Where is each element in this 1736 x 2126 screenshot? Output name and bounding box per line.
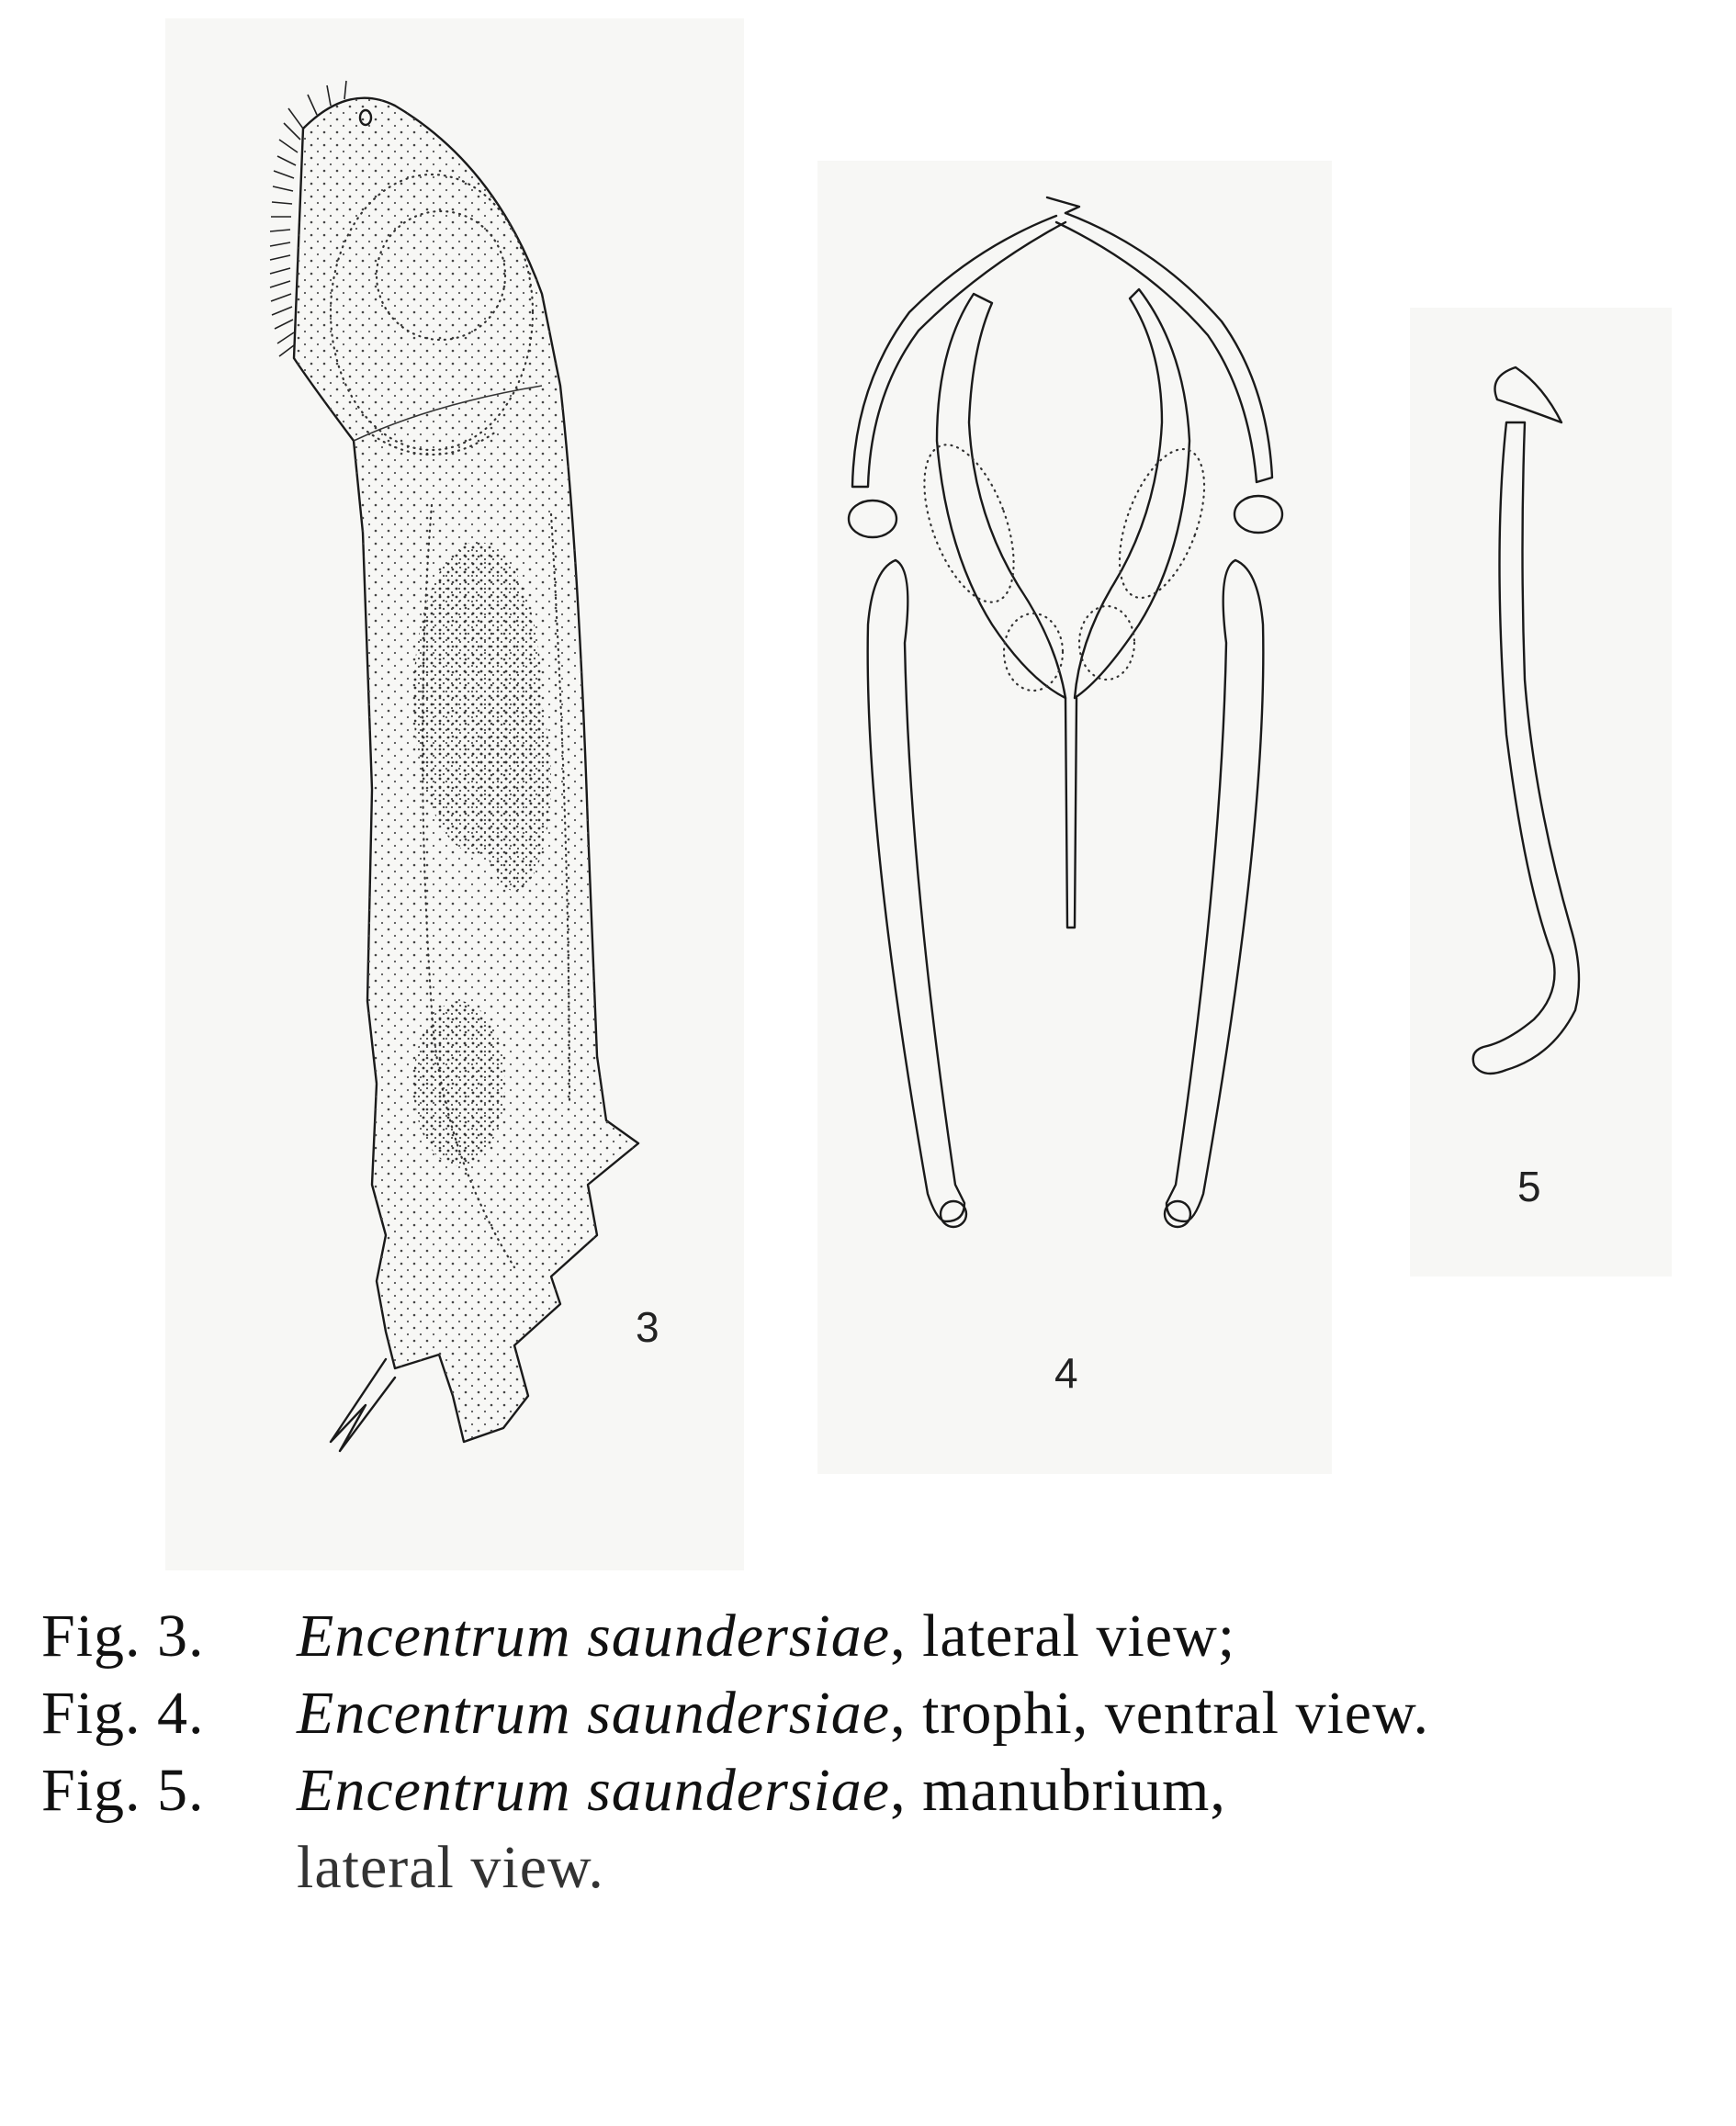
caption-fig-5 (41, 1752, 1713, 1829)
figure-3-number: 3 (636, 1303, 659, 1351)
species-name: Encentrum saundersiae (297, 1603, 891, 1670)
figure-caption (41, 1598, 1713, 1907)
caption-fig-5-continuation: lateral view. (297, 1834, 604, 1901)
figure-5-number: 5 (1517, 1163, 1541, 1210)
species-name: Encentrum saundersiae (297, 1757, 891, 1824)
caption-fig-3 (41, 1598, 1713, 1675)
caption-label: Fig. 4. (41, 1680, 205, 1747)
caption-text: , lateral view; (890, 1603, 1236, 1670)
figure-4-number: 4 (1054, 1349, 1078, 1397)
caption-label: Fig. 3. (41, 1603, 205, 1670)
caption-label: Fig. 5. (41, 1757, 205, 1824)
species-name: Encentrum saundersiae (297, 1680, 891, 1747)
caption-text: , trophi, ventral view. (890, 1680, 1429, 1747)
caption-text: , manubrium, (890, 1757, 1226, 1824)
caption-fig-4 (41, 1675, 1713, 1752)
